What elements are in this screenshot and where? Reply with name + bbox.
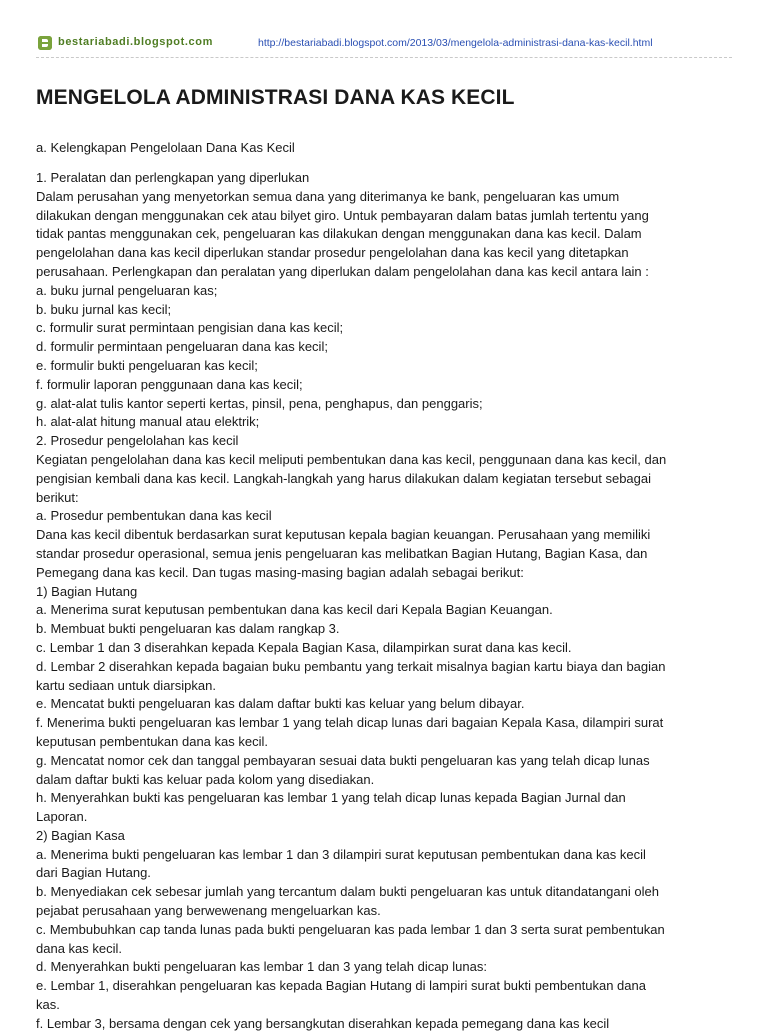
text-line: 1) Bagian Hutang [36,583,138,599]
text-line: a. Menerima surat keputusan pembentukan dana kas kecil dari Kepala Bagian Keuangan. [36,602,553,618]
text-line: tidak pantas menggunakan cek, pengeluaran kas dilakukan dengan menggunakan dana kas kecil. Dalam [36,226,642,242]
text-line: a. Menerima bukti pengeluaran kas lembar 1 dan 3 dilampiri surat keputusan pembentukan dana kas kecil [36,846,646,862]
text-line: standar prosedur operasional, semua jenis pengeluaran kas melibatkan Bagian Hutang, Bagian Kasa, dan [36,545,648,561]
text-line: dari Bagian Hutang. [36,865,151,881]
text-line: Dana kas kecil dibentuk berdasarkan surat keputusan kepala bagian keuangan. Perusahaan yang memiliki [36,527,651,543]
text-line: b. buku jurnal kas kecil; [36,301,172,317]
text-line: berikut: [36,489,79,505]
header-divider [36,57,732,58]
text-line: c. Membubuhkan cap tanda lunas pada bukti pengeluaran kas pada lembar 1 dan 3 serta surat pembentukan [36,921,665,937]
text-line: e. Lembar 1, diserahkan pengeluaran kas kepada Bagian Hutang di lampiri surat bukti pembentukan dana [36,978,646,994]
document-body [36,169,736,1034]
site-name[interactable]: bestariabadi.blogspot.com [58,36,213,48]
text-line: h. Menyerahkan bukti kas pengeluaran kas lembar 1 yang telah dicap lunas kepada Bagian Jurnal dan [36,790,626,806]
document-subtitle: a. Kelengkapan Pengelolaan Dana Kas Kecil [36,140,295,155]
document-title: MENGELOLA ADMINISTRASI DANA KAS KECIL [36,86,515,109]
text-line: keputusan pembentukan dana kas kecil. [36,733,268,749]
text-line: f. Menerima bukti pengeluaran kas lembar 1 yang telah dicap lunas dari bagaian Kepala Kasa, dilampiri surat [36,715,664,731]
text-line: b. Membuat bukti pengeluaran kas dalam rangkap 3. [36,621,340,637]
text-line: Dalam perusahan yang menyetorkan semua dana yang diterimanya ke bank, pengeluaran kas umum [36,188,620,204]
text-line: Laporan. [36,809,88,825]
text-line: 1. Peralatan dan perlengkapan yang diperlukan [36,170,310,185]
text-line: d. Menyerahkan bukti pengeluaran kas lembar 1 dan 3 yang telah dicap lunas: [36,959,487,975]
text-line: pengisian kembali dana kas kecil. Langkah-langkah yang harus dilakukan dalam kegiatan tersebut sebagai [36,470,652,486]
text-line: dilakukan dengan menggunakan cek atau bilyet giro. Untuk pembayaran dalam batas jumlah tertentu yang [36,207,649,223]
text-line: kas. [36,997,60,1013]
text-line: perusahaan. Perlengkapan dan peralatan yang diperlukan dalam pengelolahan dana kas kecil antara lain : [36,263,649,279]
text-line: pengelolahan dana kas kecil diperlukan standar prosedur pengelolahan dana kas kecil yang ditetapkan [36,245,629,261]
text-line: 2. Prosedur pengelolahan kas kecil [36,433,239,449]
text-line: a. Prosedur pembentukan dana kas kecil [36,508,272,524]
text-line: c. Lembar 1 dan 3 diserahkan kepada Kepala Bagian Kasa, dilampirkan surat dana kas kecil. [36,639,572,655]
text-line: a. buku jurnal pengeluaran kas; [36,282,218,298]
text-line: d. formulir permintaan pengeluaran dana kas kecil; [36,339,328,355]
text-line: c. formulir surat permintaan pengisian dana kas kecil; [36,320,344,336]
text-line: d. Lembar 2 diserahkan kepada bagaian buku pembantu yang terkait misalnya bagian kartu biaya dan bagian [36,658,666,674]
text-line: b. Menyediakan cek sebesar jumlah yang tercantum dalam bukti pengeluaran kas untuk ditandatangani oleh [36,884,659,900]
text-line: e. formulir bukti pengeluaran kas kecil; [36,357,258,373]
text-line: dalam daftar bukti kas keluar pada kolom yang disediakan. [36,771,375,787]
text-line: 2) Bagian Kasa [36,827,125,843]
text-line: f. Lembar 3, bersama dengan cek yang bersangkutan diserahkan kepada pemegang dana kas kecil [36,1015,610,1031]
page-url-link[interactable]: http://bestariabadi.blogspot.com/2013/03/mengelola-administrasi-dana-kas-kecil.html [258,37,653,49]
text-line: f. formulir laporan penggunaan dana kas kecil; [36,376,303,392]
text-line: h. alat-alat hitung manual atau elektrik; [36,414,260,430]
text-line: g. Mencatat nomor cek dan tanggal pembayaran sesuai data bukti pengeluaran kas yang telah dicap lunas [36,752,650,768]
page-header [0,0,768,60]
text-line: e. Mencatat bukti pengeluaran kas dalam daftar bukti kas keluar yang belum dibayar. [36,696,525,712]
text-line: g. alat-alat tulis kantor seperti kertas, pinsil, pena, penghapus, dan penggaris; [36,395,483,411]
blogger-icon [38,36,52,50]
text-line: kartu sediaan untuk diarsipkan. [36,677,216,693]
text-line: Pemegang dana kas kecil. Dan tugas masing-masing bagian adalah sebagai berikut: [36,564,524,580]
text-line: dana kas kecil. [36,940,122,956]
text-line: Kegiatan pengelolahan dana kas kecil meliputi pembentukan dana kas kecil, penggunaan dana kas kecil, dan [36,451,667,467]
text-line: pejabat perusahaan yang berwewenang mengeluarkan kas. [36,903,381,919]
